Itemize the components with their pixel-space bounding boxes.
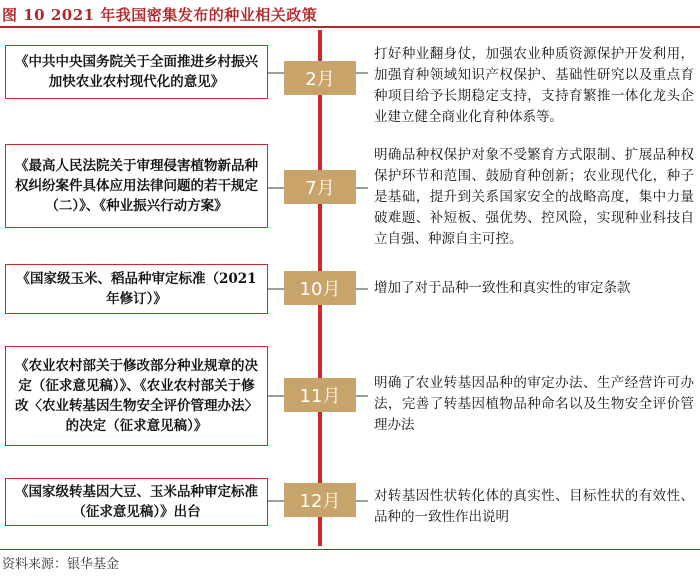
policy-doc-2: 《最高人民法院关于审理侵害植物新品种权纠纷案件具体应用法律问题的若干规定（二）》、《种业振兴行动方案》 xyxy=(5,144,268,228)
title-divider xyxy=(0,26,700,28)
month-badge-2: 7月 xyxy=(284,170,356,204)
policy-doc-5: 《国家级转基因大豆、玉米品种审定标准（征求意见稿）》出台 xyxy=(5,478,268,526)
month-badge-3: 10月 xyxy=(284,271,356,305)
month-badge-5: 12月 xyxy=(284,483,356,517)
policy-doc-1: 《中共中央国务院关于全面推进乡村振兴加快农业农村现代化的意见》 xyxy=(5,45,268,99)
policy-desc-1: 打好种业翻身仗，加强农业种质资源保护开发利用，加强育种领域知识产权保护、基础性研究以及重点育种项目给予长期稳定支持，支持育繁推一体化龙头企业建立健全商业化育种体系等。 xyxy=(374,46,694,125)
figure-title: 图 10 2021 年我国密集发布的种业相关政策 xyxy=(2,6,318,24)
month-badge-4: 11月 xyxy=(284,378,356,412)
source-divider xyxy=(0,549,700,550)
policy-doc-4: 《农业农村部关于修改部分种业规章的决定（征求意见稿）》、《农业农村部关于修改〈农业转基因生物安全评价管理办法〉的决定（征求意见稿）》 xyxy=(5,346,268,446)
policy-doc-3: 《国家级玉米、稻品种审定标准（2021年修订）》 xyxy=(5,264,268,314)
policy-desc-2: 明确品种权保护对象不受繁育方式限制、扩展品种权保护环节和范围、鼓励育种创新；农业现代化，种子是基础，提升到关系国家安全的战略高度，集中力量破难题、补短板、强优势、控风险，实现种业科技自立自强、种源自主可控。 xyxy=(374,147,694,247)
month-badge-1: 2月 xyxy=(284,61,356,95)
policy-desc-3: 增加了对于品种一致性和真实性的审定条款 xyxy=(374,280,631,296)
source-note: 资料来源：银华基金 xyxy=(2,557,120,572)
policy-desc-4: 明确了农业转基因品种的审定办法、生产经营许可办法，完善了转基因植物品种命名以及生物安全评价管理办法 xyxy=(374,375,694,433)
policy-desc-5: 对转基因性状转化体的真实性、目标性状的有效性、品种的一致性作出说明 xyxy=(374,488,694,525)
